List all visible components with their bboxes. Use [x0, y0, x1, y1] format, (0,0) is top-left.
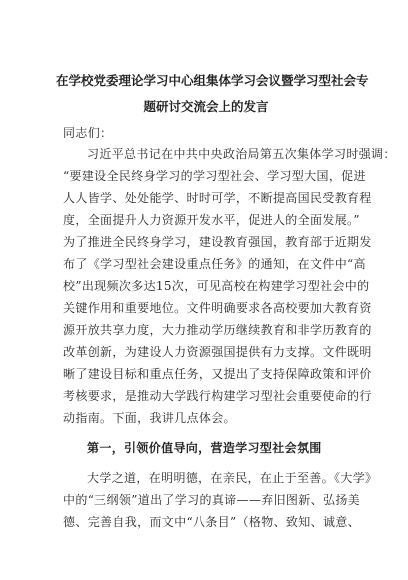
paragraph-line: 中的“三纲领”道出了学习的真谛——弃旧图新、弘扬美 — [63, 493, 361, 507]
document-title-line-1: 在学校党委理论学习中心组集体学习会议暨学习型社会专 — [56, 73, 369, 88]
paragraph-line: “要建设全民终身学习的学习型社会、学习型大国，促进 — [63, 169, 366, 183]
section-heading: 第一，引领价值导向，营造学习型社会氛围 — [87, 441, 322, 455]
paragraph-line: 动指南。下面，我讲几点体会。 — [63, 411, 236, 425]
paragraph-line: 人人皆学、处处能学、时时可学，不断提高国民受教育程 — [63, 191, 372, 205]
salutation: 同志们： — [63, 126, 113, 140]
paragraph-line: 布了《学习型社会建设重点任务》的通知，在文件中“高 — [63, 257, 366, 271]
paragraph-line: 考核要求，是推动大学践行构建学习型社会重要使命的行 — [63, 389, 372, 403]
paragraph-line: 校”出现频次多达15次，可见高校在构建学习型社会中的 — [63, 279, 370, 293]
paragraph-line: 习近平总书记在中共中央政治局第五次集体学习时强调： — [87, 147, 396, 161]
paragraph-line: 改革创新，为建设人力资源强国提供有力支撑。文件既明 — [63, 345, 372, 359]
paragraph-line: 度，全面提升人力资源开发水平，促进人的全面发展。” — [63, 213, 360, 227]
document-title-line-2: 题研讨交流会上的发言 — [143, 99, 269, 114]
paragraph-line: 晰了建设目标和重点任务，又提出了支持保障政策和评价 — [63, 367, 372, 381]
paragraph-line: 关键作用和重要地位。文件明确要求各高校要加大教育资 — [63, 301, 372, 315]
paragraph-line: 为了推进全民终身学习，建设教育强国，教育部于近期发 — [63, 235, 372, 249]
paragraph-line: 源开放共享力度，大力推动学历继续教育和非学历教育的 — [63, 323, 372, 337]
paragraph-line: 德、完善自我，而文中“八条目”（格物、致知、诚意、 — [63, 515, 361, 529]
paragraph-line: 大学之道，在明明德，在亲民，在止于至善。《大学》 — [87, 471, 378, 485]
